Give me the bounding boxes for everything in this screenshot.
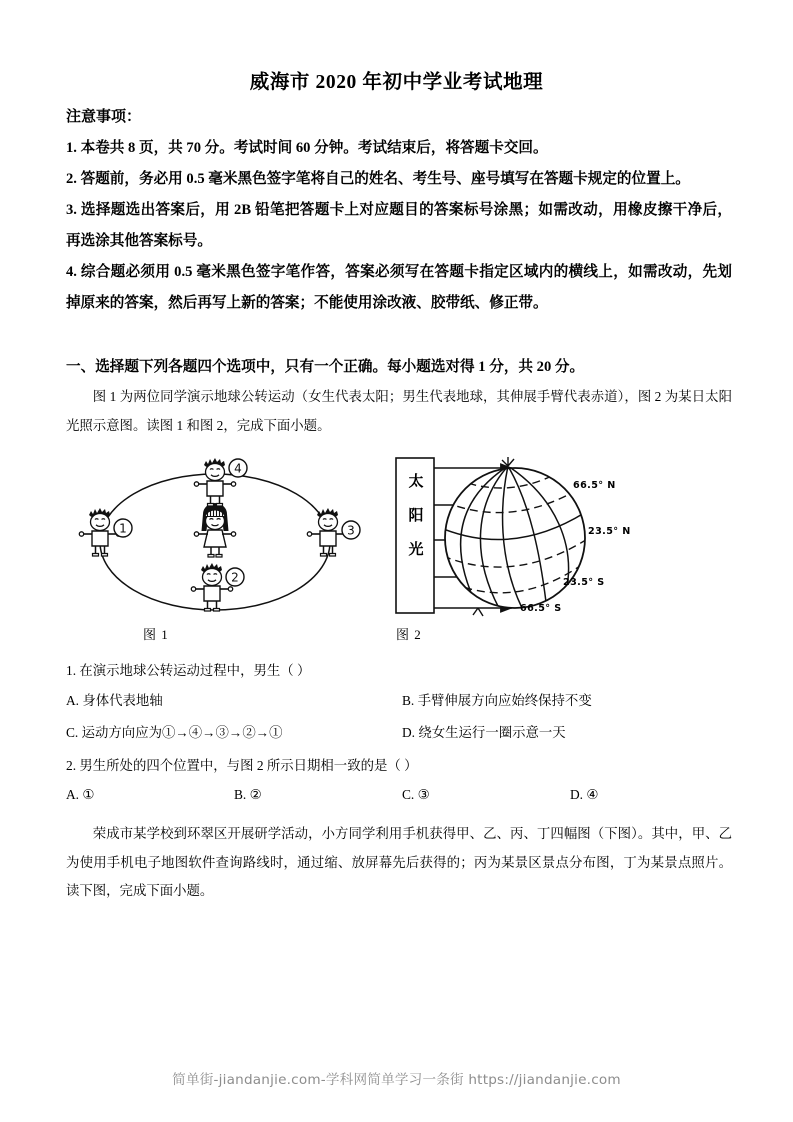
- question-1-option-d[interactable]: D. 绕女生运行一圈示意一天: [402, 725, 566, 740]
- sunlight-char-1: 太: [408, 474, 424, 490]
- latitude-label-235n: 23.5° N: [588, 526, 631, 537]
- question-2: [66, 755, 732, 802]
- notice-item-3: 3. 选择题选出答案后，用 2B 铅笔把答题卡上对应题目的答案标号涂黑；如需改动，用橡皮擦干净后，再选涂其他答案标号。: [66, 202, 732, 249]
- notice-item-4: 4. 综合题必须用 0.5 毫米黑色签字笔作答，答案必须写在答题卡指定区域内的横线上，如需改动，先划掉原来的答案，然后再写上新的答案；不能使用涂改液、胶带纸、修正带。: [66, 264, 732, 311]
- question-2-options-row-1: [66, 784, 732, 804]
- figure-2-caption: 图 2: [396, 627, 422, 642]
- passage-second: 荣成市某学校到环翠区开展研学活动，小方同学利用手机获得甲、乙、丙、丁四幅图（下图）。其中，甲、乙为使用手机电子地图软件查询路线时，通过缩、放屏幕先后获得的；丙为某景区景点分布图，丁为某景点照片。读下图，完成下面小题。: [66, 826, 732, 898]
- page-title: 威海市 2020 年初中学业考试地理: [249, 72, 544, 93]
- sunlight-char-2: 阳: [408, 508, 424, 524]
- question-1: [66, 660, 732, 740]
- svg-text:3: 3: [347, 523, 355, 538]
- figures-row: [60, 450, 760, 650]
- notice-item-1: 1. 本卷共 8 页，共 70 分。考试时间 60 分钟。考试结束后，将答题卡交回。: [66, 140, 548, 156]
- svg-text:4: 4: [234, 461, 242, 476]
- notice-item-2: 2. 答题前，务必用 0.5 毫米黑色签字笔将自己的姓名、考生号、座号填写在答题卡规定的位置上。: [66, 171, 690, 187]
- question-1-option-c[interactable]: C. 运动方向应为①→④→③→②→①: [66, 725, 283, 740]
- svg-text:2: 2: [231, 570, 239, 585]
- question-1-options-row-1: [66, 690, 732, 710]
- question-1-stem: 1. 在演示地球公转运动过程中，男生（ ）: [66, 663, 311, 678]
- svg-text:1: 1: [119, 521, 127, 536]
- sunlight-label: [401, 465, 431, 567]
- question-2-stem: 2. 男生所处的四个位置中，与图 2 所示日期相一致的是（ ）: [66, 758, 418, 773]
- notice-block: [66, 103, 732, 319]
- question-2-option-b[interactable]: B. ②: [234, 787, 262, 802]
- latitude-label-235s: 23.5° S: [563, 577, 605, 588]
- latitude-label-665s: 66.5° S: [520, 603, 562, 614]
- passage-first: 图 1 为两位同学演示地球公转运动（女生代表太阳；男生代表地球，其伸展手臂代表赤道），图 2 为某日太阳光照示意图。读图 1 和图 2，完成下面小题。: [66, 389, 732, 433]
- earth-axis-tip: [502, 457, 514, 466]
- latitude-label-665n: 66.5° N: [573, 480, 616, 491]
- section-heading: 一、选择题下列各题四个选项中，只有一个正确。每小题选对得 1 分，共 20 分。: [66, 359, 585, 375]
- figure-1-caption: 图 1: [143, 627, 169, 642]
- question-1-option-a[interactable]: A. 身体代表地轴: [66, 693, 163, 708]
- question-2-option-a[interactable]: A. ①: [66, 787, 95, 802]
- sunlight-char-3: 光: [408, 542, 424, 558]
- notice-heading: 注意事项：: [66, 109, 142, 125]
- question-1-option-b[interactable]: B. 手臂伸展方向应始终保持不变: [402, 693, 592, 708]
- footer-watermark: 简单街-jiandanjie.com-学科网简单学习一条街 https://jiandanjie.com: [172, 1072, 621, 1088]
- question-1-options-row-2: [66, 722, 732, 742]
- question-2-option-d[interactable]: D. ④: [570, 787, 599, 802]
- question-2-option-c[interactable]: C. ③: [402, 787, 430, 802]
- earth-axis-tip-south: [473, 608, 483, 616]
